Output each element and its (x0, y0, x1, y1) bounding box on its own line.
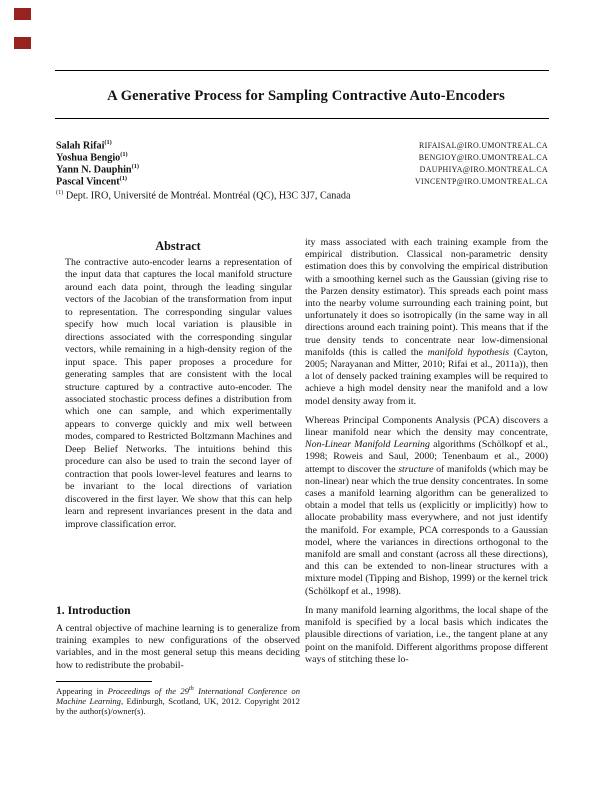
author-block (56, 139, 548, 187)
author-email: RIFAISAL@IRO.UMONTREAL.CA (419, 141, 548, 151)
title-bottom-rule (55, 118, 549, 119)
author-affil-mark: (1) (120, 150, 128, 158)
red-square-marker (14, 8, 31, 20)
affiliation: $^{(1)}$ Dept. IRO, Université de Montréal. Montréal (QC), H3C 3J7, Canada (56, 189, 351, 202)
author-row (56, 139, 548, 151)
page-title: A Generative Process for Sampling Contractive Auto-Encoders (107, 88, 505, 104)
author-email: VINCENTP@IRO.UMONTREAL.CA (414, 177, 548, 187)
author-name: Pascal Vincent$^{(1)}$ (56, 174, 128, 188)
author-email: BENGIOY@IRO.UMONTREAL.CA (418, 153, 548, 163)
abstract-heading: Abstract (155, 239, 201, 253)
footnote-rule (56, 681, 152, 682)
author-row (56, 163, 548, 175)
author-row (56, 175, 548, 187)
red-square-marker (14, 37, 31, 49)
right-column (305, 237, 548, 673)
author-name: Yann N. Dauphin$^{(1)}$ (56, 162, 139, 176)
title-top-rule (55, 70, 549, 71)
author-name: Yoshua Bengio$^{(1)}$ (56, 150, 128, 164)
author-affil-mark: (1) (104, 139, 112, 146)
section-heading-introduction: 1. Introduction (56, 604, 131, 617)
author-email: DAUPHIYA@IRO.MONTREAL.CA (419, 165, 548, 175)
footnote-text: Appearing in Proceedings of the 29th International Conference on Machine Learning, Edinburgh, Scotland, UK, 2012. Copyright 2012 by the author(s)/owner(s). (56, 685, 300, 716)
author-row (56, 151, 548, 163)
introduction-paragraph: A central objective of machine learning is to generalize from training examples to new configurations of the observed variables, and in the most general setup this means deciding how to redistribute the probabil- (56, 623, 300, 671)
author-name: Salah Rifai$^{(1)}$ (56, 139, 112, 152)
body-paragraph: Whereas Principal Components Analysis (PCA) discovers a linear manifold near which the density may concentrate, Non-Linear Manifold Learning algorithms (Schölkopf et al., 1998; Roweis and Saul, 2000; Tenenbaum et al., 2000) attempt to discover the structure of manifolds (which may be non-linear) near which the true density concentrates. In some cases a manifold learning algorithm can be generalized to obtain a model that tells us (explicitly or implicitly) how to allocate probability mass everywhere, and not just identify the manifold. For example, PCA corresponds to a Gaussian model, where the variances in directions orthogonal to the manifold are small and constant (across all these directions), and this can be extended to non-linear structures with a mixture model (Tipping and Bishop, 1999) or the kernel trick (Schölkopf et al., 1998). (305, 414, 548, 597)
body-paragraph: ity mass associated with each training example from the empirical distribution. Classical non-parametric density estimation does this by convolving the empirical distribution with a smoothing kernel such as the Gaussian (giving rise to the Parzen density estimator). This spreads each point mass into the nearby volume surrounding each training point, but unfortunately it does so isotropically (in the same way in all directions around each training point). This means that if the true density tends to concentrate near low-dimensional manifolds (this is called the manifold hypothesis (Cayton, 2005; Narayanan and Mitter, 2010; Rifai et al., 2011a)), then a lot of densely packed training examples will be required to achieve a high model density near the manifold and a low model density away from it. (305, 237, 548, 407)
author-affil-mark: (1) (131, 162, 139, 170)
affiliation-mark: (1) (56, 189, 64, 196)
body-paragraph: In many manifold learning algorithms, the local shape of the manifold is specified by a local basis which indicates the plausible directions of variation, i.e., the tangent plane at any point on the manifold. Different algorithms propose different ways of stitching these lo- (305, 604, 548, 665)
abstract-text: The contractive auto-encoder learns a representation of the input data that captures the local manifold structure around each data point, through the leading singular vectors of the Jacobian of the transformation from input to representation. The corresponding singular values specify how much local variation is plausible in directions associated with the corresponding singular vectors, while remaining in a high-density region of the input space. This paper proposes a procedure for generating samples that are consistent with the local structure captured by a contractive auto-encoder. The associated stochastic process defines a distribution from which one can sample, and which experimentally appears to converge quickly and mix well between modes, compared to Restricted Boltzmann Machines and Deep Belief Networks. The intuitions behind this procedure can also be used to train the second layer of contraction that pools lower-level features and learns to be invariant to the local directions of variation discovered in the first layer. We show that this can help learn and represent invariances present in the data and improve classification error. (65, 257, 292, 530)
author-affil-mark: (1) (119, 174, 128, 182)
